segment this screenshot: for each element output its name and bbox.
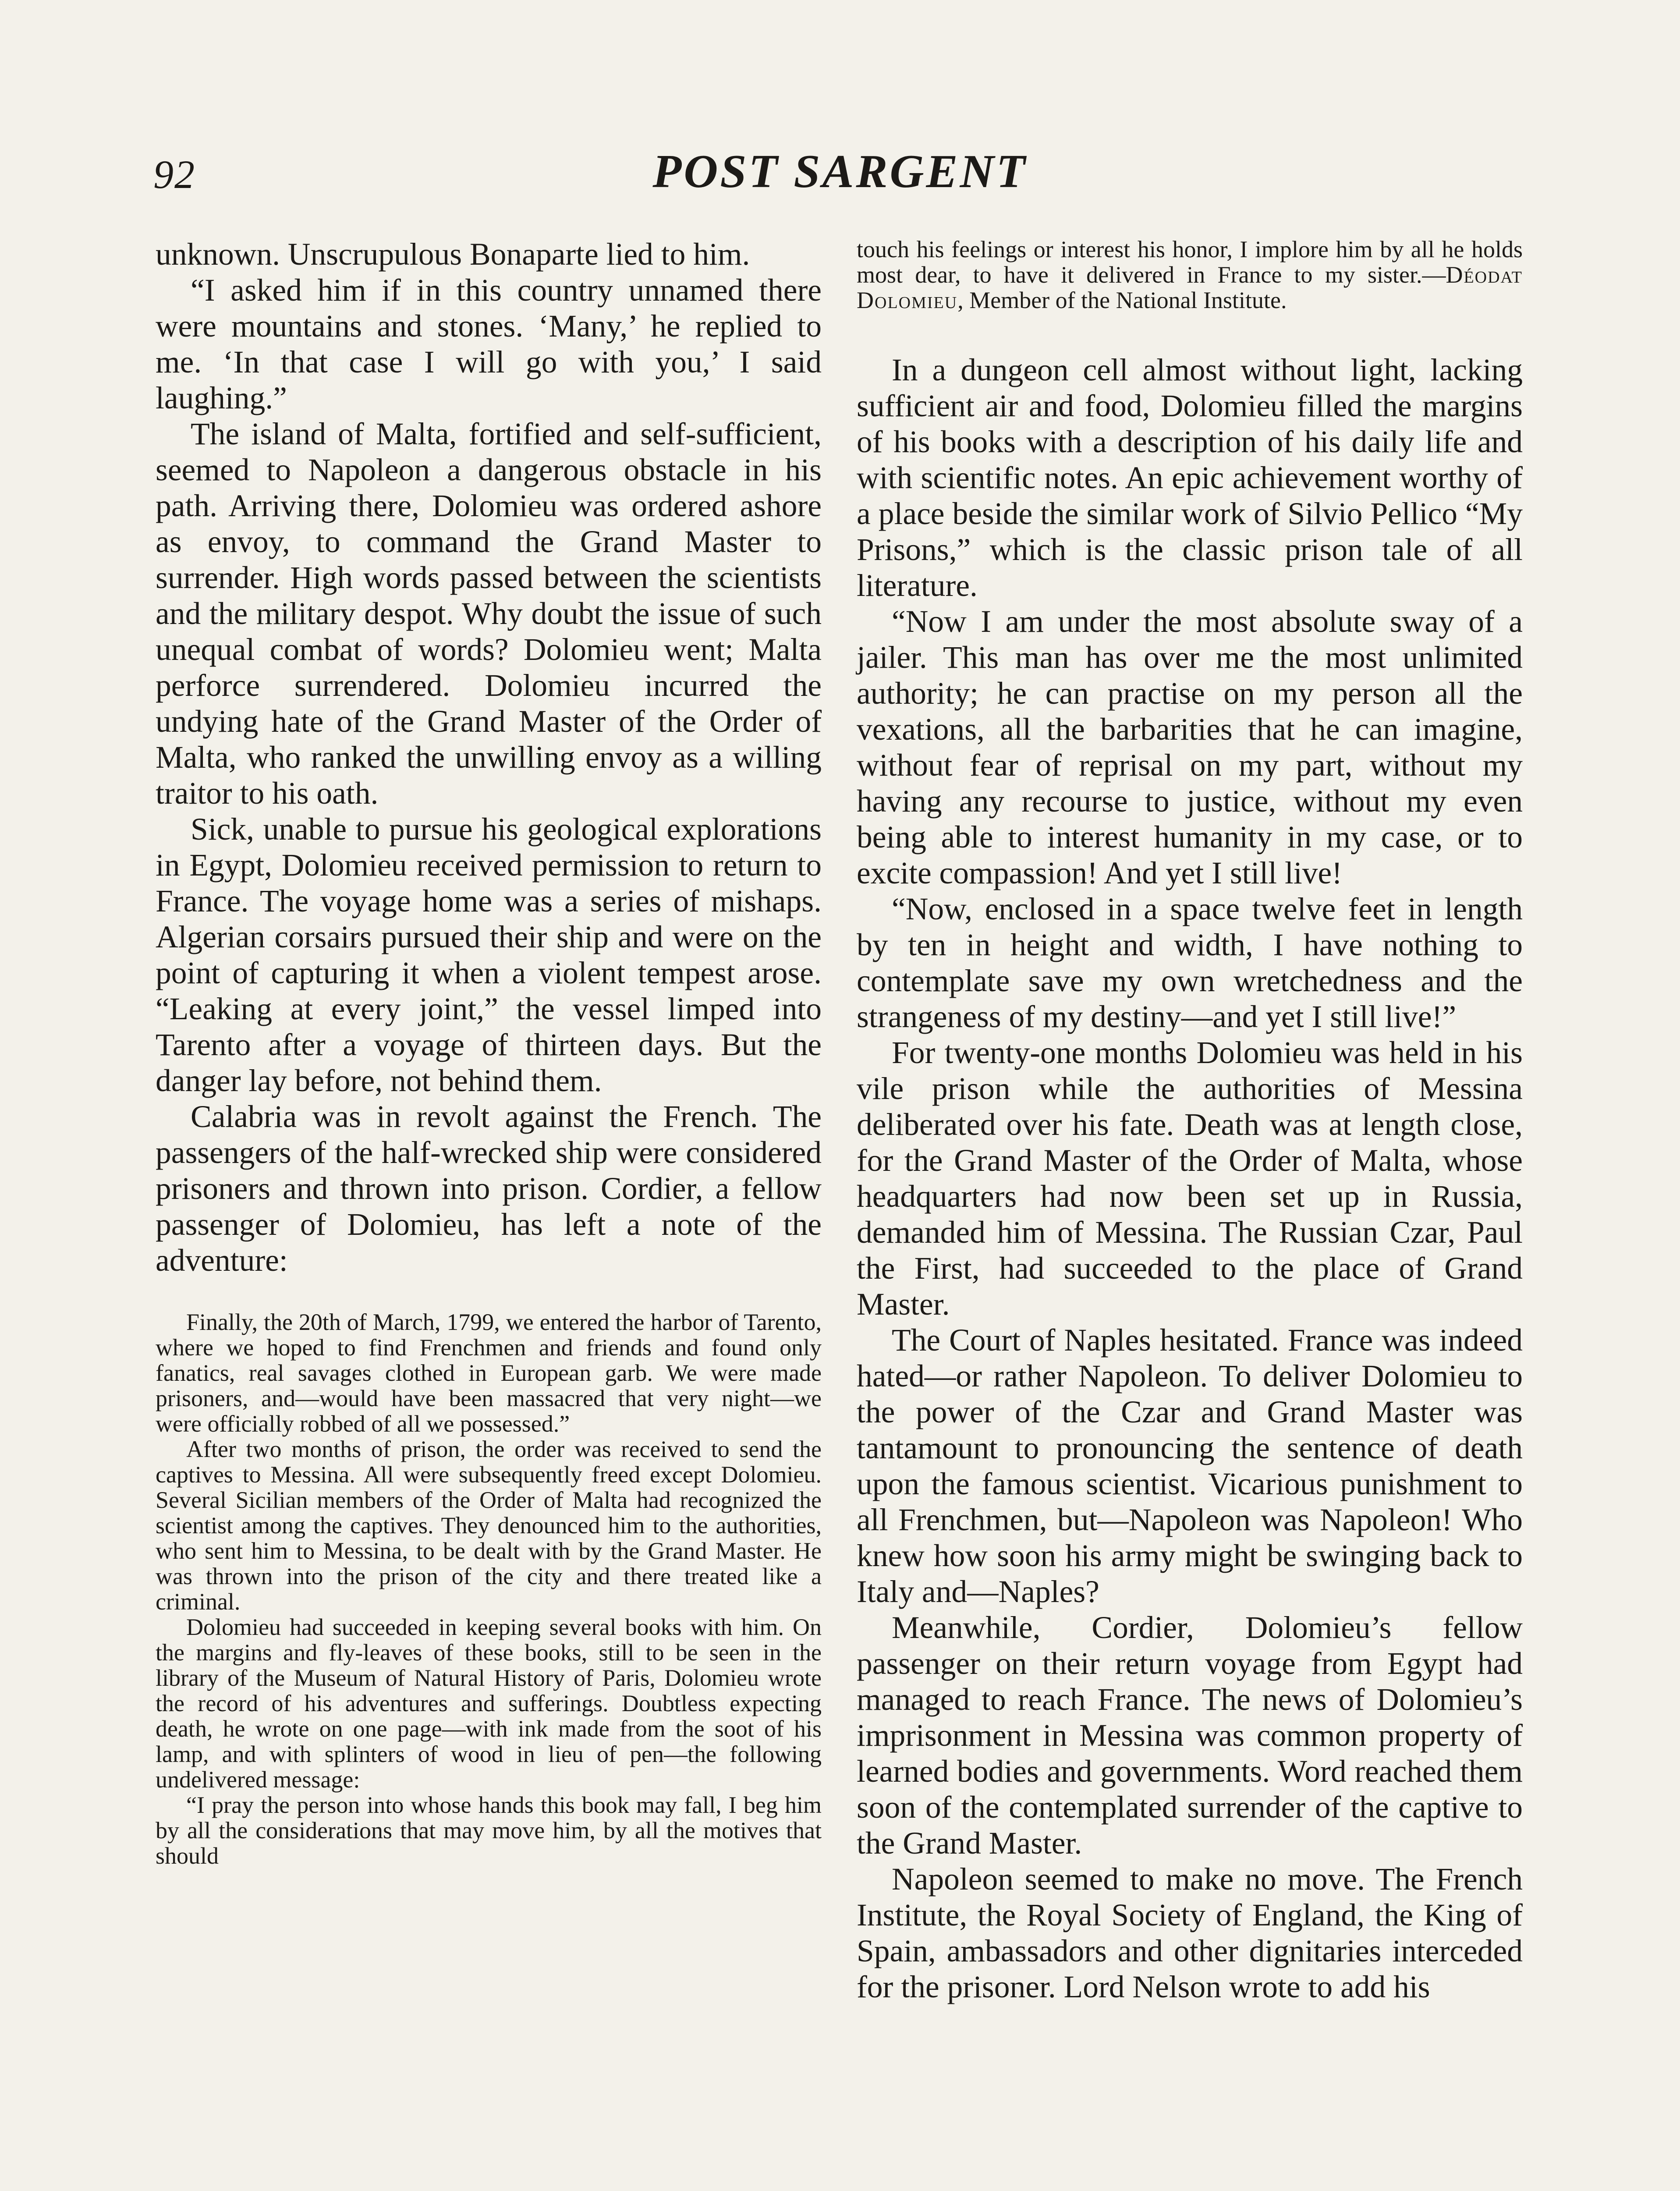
paragraph: Sick, unable to pursue his geological explorations in Egypt, Dolomieu received permission to return to France. The voyage home was a series of mishaps. Algerian corsairs pursued their ship and were on the point of capturing it when a violent tempest arose. “Leaking at every joint,” the vessel limped into Tarento after a voyage of thirteen days. But the danger lay before, not behind them. bbox=[156, 812, 822, 1098]
paragraph: “Now I am under the most absolute sway of a jailer. This man has over me the most unlimited authority; he can practise on my person all the vexations, all the barbarities that he can imagine, without fear of reprisal on my part, without my having any recourse to justice, without my even being able to interest humanity in my case, or to excite compassion! And yet I still live! bbox=[857, 604, 1523, 890]
left-column bbox=[156, 237, 822, 1868]
left-body bbox=[156, 237, 822, 1279]
block-quote-continued bbox=[857, 237, 1523, 313]
paragraph: “Now, enclosed in a space twelve feet in length by ten in height and width, I have nothing to contemplate save my own wretchedness and the strangeness of my destiny—and yet I still live!” bbox=[857, 892, 1523, 1034]
paragraph: The Court of Naples hesitated. France was indeed hated—or rather Napoleon. To deliver Dolomieu to the power of the Czar and Grand Master was tantamount to pronouncing the sentence of death upon the famous scientist. Vicarious punishment to all Frenchmen, but—Napoleon was Napoleon! Who knew how soon his army might be swinging back to Italy and—Naples? bbox=[857, 1323, 1523, 1609]
paragraph: Meanwhile, Cordier, Dolomieu’s fellow passenger on their return voyage from Egypt had managed to reach France. The news of Dolomieu’s imprisonment in Messina was common property of learned bodies and governments. Word reached them soon of the contemplated surrender of the captive to the Grand Master. bbox=[857, 1610, 1523, 1861]
paragraph: “I asked him if in this country unnamed there were mountains and stones. ‘Many,’ he replied to me. ‘In that case I will go with you,’ I said laughing.” bbox=[156, 273, 822, 415]
quote-paragraph bbox=[857, 237, 1523, 313]
paragraph: In a dungeon cell almost without light, lacking sufficient air and food, Dolomieu filled the margins of his books with a description of his daily life and with scientific notes. An epic achievement worthy of a place beside the similar work of Silvio Pellico “My Prisons,” which is the classic prison tale of all literature. bbox=[857, 353, 1523, 603]
paragraph: For twenty-one months Dolomieu was held in his vile prison while the authorities of Messina deliberated over his fate. Death was at length close, for the Grand Master of the Order of Malta, whose headquarters had now been set up in Russia, demanded him of Messina. The Russian Czar, Paul the First, had succeeded to the place of Grand Master. bbox=[857, 1035, 1523, 1322]
signature-name: Déodat Dolomieu bbox=[857, 262, 1523, 313]
signature-title: , Member of the National Institute. bbox=[957, 287, 1287, 313]
quote-paragraph: Finally, the 20th of March, 1799, we entered the harbor of Tarento, where we hoped to find Frenchmen and friends and found only fanatics, real savages clothed in European garb. We were made prisoners, and—would have been massacred that very night—we were officially robbed of all we possessed.” bbox=[156, 1309, 822, 1437]
quote-paragraph: After two months of prison, the order was received to send the captives to Messina. All were subsequently freed except Dolomieu. Several Sicilian members of the Order of Malta had recognized the scientist among the captives. They denounced him to the authorities, who sent him to Messina, to be dealt with by the Grand Master. He was thrown into the prison of the city and there treated like a criminal. bbox=[156, 1436, 822, 1615]
block-quote bbox=[156, 1309, 822, 1868]
quote-paragraph: Dolomieu had succeeded in keeping several books with him. On the margins and fly-leaves of these books, still to be seen in the library of the Museum of Natural History of Paris, Dolomieu wrote the record of his adventures and sufferings. Doubtless expecting death, he wrote on one page—with ink made from the soot of his lamp, and with splinters of wood in lieu of pen—the following undelivered message: bbox=[156, 1614, 822, 1793]
page-number: 92 bbox=[153, 152, 195, 197]
paragraph: unknown. Unscrupulous Bonaparte lied to him. bbox=[156, 237, 750, 272]
quote-paragraph: “I pray the person into whose hands this book may fall, I beg him by all the considerations that may move him, by all the motives that should bbox=[156, 1792, 822, 1869]
quote-text: touch his feelings or interest his honor, I implore him by all he holds most dear, to have it delivered in France to my sister.— bbox=[857, 236, 1523, 288]
paragraph: The island of Malta, fortified and self-sufficient, seemed to Napoleon a dangerous obstacle in his path. Arriving there, Dolomieu was ordered ashore as envoy, to command the Grand Master to surrender. High words passed between the scientists and the military despot. Why doubt the issue of such unequal combat of words? Dolomieu went; Malta perforce surrendered. Dolomieu incurred the undying hate of the Grand Master of the Order of Malta, who ranked the unwilling envoy as a willing traitor to his oath. bbox=[156, 417, 822, 811]
right-column bbox=[857, 237, 1523, 2005]
right-body bbox=[857, 352, 1523, 2005]
running-title: POST SARGENT bbox=[652, 145, 1028, 198]
paragraph: Napoleon seemed to make no move. The French Institute, the Royal Society of England, the King of Spain, ambassadors and other dignitaries interceded for the prisoner. Lord Nelson wrote to add his bbox=[857, 1862, 1523, 2004]
paragraph: Calabria was in revolt against the French. The passengers of the half-wrecked ship were considered prisoners and thrown into prison. Cordier, a fellow passenger of Dolomieu, has left a note of the adventure: bbox=[156, 1099, 822, 1278]
